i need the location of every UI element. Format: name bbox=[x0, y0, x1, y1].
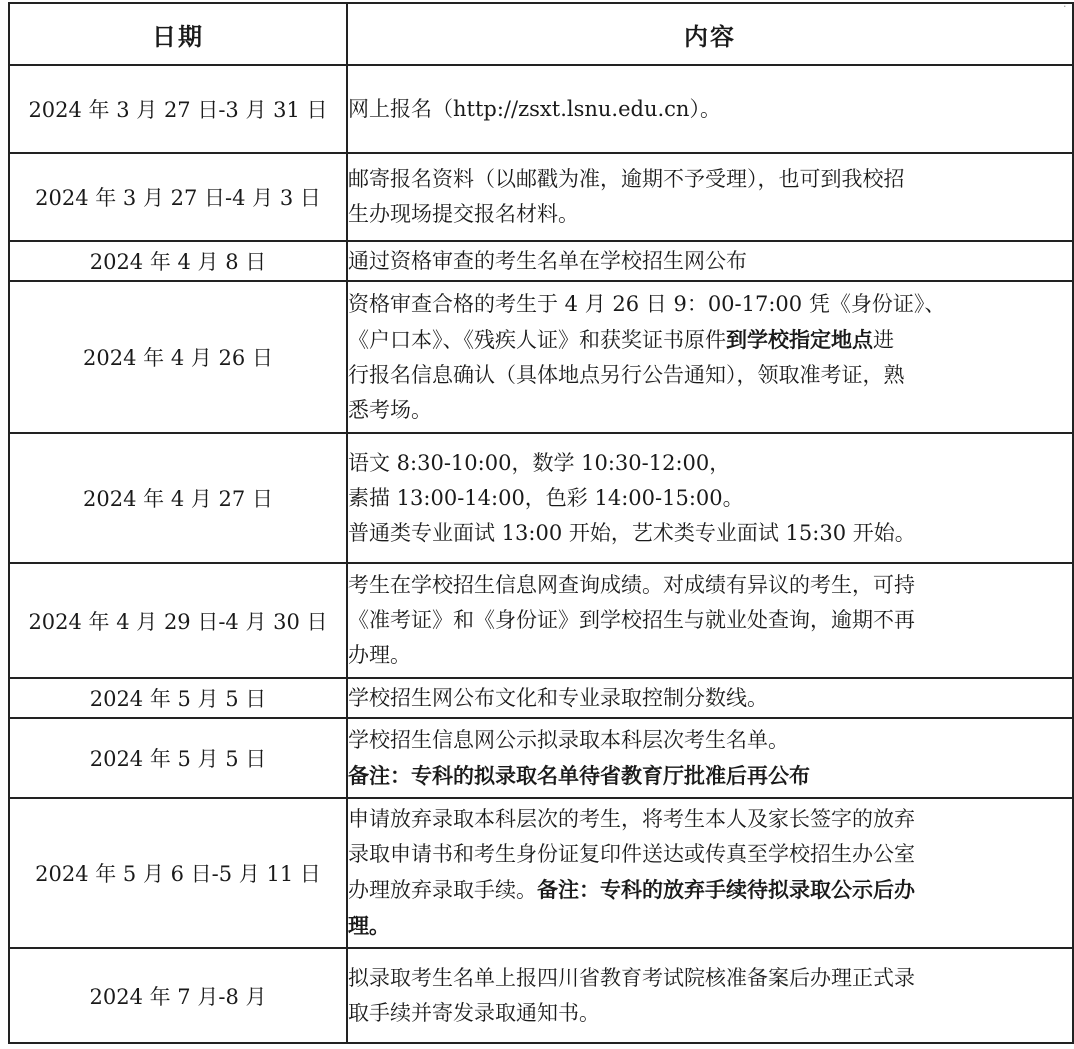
content-line bbox=[348, 481, 1072, 516]
content-cell bbox=[347, 281, 1073, 433]
content-cell bbox=[347, 433, 1073, 563]
date-cell: 2024 年 4 月 27 日 bbox=[9, 433, 347, 563]
content-text: 拟录取考生名单上报四川省教育考试院核准备案后办理正式录 bbox=[348, 965, 915, 990]
content-cell bbox=[347, 153, 1073, 241]
content-text: 《准考证》和《身份证》到学校招生与就业处查询，逾期不再 bbox=[348, 608, 915, 632]
content-text: 网上报名（http://zsxt.lsnu.edu.cn）。 bbox=[348, 96, 721, 121]
table-row bbox=[9, 563, 1073, 678]
content-cell bbox=[347, 948, 1073, 1043]
content-line bbox=[348, 638, 1072, 673]
content-line bbox=[348, 837, 1072, 872]
content-line bbox=[348, 908, 1072, 944]
content-text: 取手续并寄发录取通知书。 bbox=[348, 1000, 600, 1025]
content-text: 录取申请书和考生身份证复印件送达或传真至学校招生办公室 bbox=[348, 842, 915, 866]
content-line bbox=[348, 872, 1072, 908]
date-cell: 2024 年 5 月 6 日-5 月 11 日 bbox=[9, 798, 347, 948]
content-line bbox=[348, 358, 1072, 393]
date-cell: 2024 年 5 月 5 日 bbox=[9, 718, 347, 798]
content-cell bbox=[347, 241, 1073, 281]
content-line bbox=[348, 393, 1072, 428]
content-cell bbox=[347, 678, 1073, 718]
content-line bbox=[348, 723, 1072, 758]
content-text: 申请放弃录取本科层次的考生，将考生本人及家长签字的放弃 bbox=[348, 807, 915, 831]
table-header-row bbox=[9, 3, 1073, 65]
table-row bbox=[9, 798, 1073, 948]
content-text: 办理。 bbox=[348, 643, 411, 667]
corner-mark: · bbox=[1063, 0, 1067, 13]
table-row bbox=[9, 678, 1073, 718]
table-row bbox=[9, 718, 1073, 798]
date-cell: 2024 年 4 月 8 日 bbox=[9, 241, 347, 281]
content-text: 学校招生网公布文化和专业录取控制分数线。 bbox=[348, 685, 768, 710]
content-line bbox=[348, 162, 1072, 197]
content-text: 行报名信息确认（具体地点另行公告通知），领取准考证，熟 bbox=[348, 362, 905, 387]
table-row bbox=[9, 281, 1073, 433]
content-text: 办理放弃录取手续。 bbox=[348, 878, 537, 902]
content-line bbox=[348, 446, 1072, 481]
content-line bbox=[348, 961, 1072, 996]
date-cell: 2024 年 3 月 27 日-4 月 3 日 bbox=[9, 153, 347, 241]
content-text: 普通类专业面试 13:00 开始，艺术类专业面试 15:30 开始。 bbox=[348, 520, 916, 545]
content-text: 学校招生信息网公示拟录取本科层次考生名单。 bbox=[348, 727, 789, 752]
content-line bbox=[348, 603, 1072, 638]
content-text: 通过资格审查的考生名单在学校招生网公布 bbox=[348, 248, 747, 273]
content-cell bbox=[347, 718, 1073, 798]
content-text: 进 bbox=[873, 327, 894, 352]
content-text: 资格审查合格的考生于 4 月 26 日 9：00-17:00 凭《身份证》、 bbox=[348, 291, 946, 316]
content-cell bbox=[347, 798, 1073, 948]
content-text: 考生在学校招生信息网查询成绩。对成绩有异议的考生，可持 bbox=[348, 573, 915, 597]
content-cell bbox=[347, 563, 1073, 678]
content-line bbox=[348, 322, 1072, 358]
content-line bbox=[348, 802, 1072, 837]
date-cell: 2024 年 4 月 29 日-4 月 30 日 bbox=[9, 563, 347, 678]
date-cell: 2024 年 3 月 27 日-3 月 31 日 bbox=[9, 65, 347, 153]
bold-note-text: 备注：专科的放弃手续待拟录取公示后办 bbox=[537, 877, 915, 902]
content-line bbox=[348, 996, 1072, 1031]
content-text: 语文 8:30-10:00，数学 10:30-12:00， bbox=[348, 450, 731, 475]
table-row bbox=[9, 241, 1073, 281]
content-line bbox=[348, 197, 1072, 232]
content-cell bbox=[347, 65, 1073, 153]
bold-note-text: 备注：专科的拟录取名单待省教育厅批准后再公布 bbox=[348, 762, 810, 788]
content-line bbox=[348, 287, 1072, 322]
content-text: 生办现场提交报名材料。 bbox=[348, 202, 579, 226]
bold-note-text: 理。 bbox=[348, 913, 390, 938]
content-line bbox=[348, 568, 1072, 603]
content-text: 悉考场。 bbox=[348, 397, 432, 422]
content-text: 邮寄报名资料（以邮戳为准，逾期不予受理），也可到我校招 bbox=[348, 167, 905, 191]
content-line bbox=[348, 681, 1072, 716]
content-line bbox=[348, 244, 1072, 279]
table-row bbox=[9, 153, 1073, 241]
content-line bbox=[348, 758, 1072, 794]
table-row bbox=[9, 433, 1073, 563]
bold-note-text: 到学校指定地点 bbox=[726, 326, 873, 352]
header-content: 内容 bbox=[347, 3, 1073, 65]
date-cell: 2024 年 4 月 26 日 bbox=[9, 281, 347, 433]
date-cell: 2024 年 5 月 5 日 bbox=[9, 678, 347, 718]
content-text: 《户口本》、《残疾人证》和获奖证书原件 bbox=[348, 327, 726, 352]
header-date: 日期 bbox=[9, 3, 347, 65]
date-cell: 2024 年 7 月-8 月 bbox=[9, 948, 347, 1043]
content-line bbox=[348, 516, 1072, 551]
table-row bbox=[9, 948, 1073, 1043]
content-text: 素描 13:00-14:00，色彩 14:00-15:00。 bbox=[348, 485, 744, 510]
admission-schedule-table bbox=[8, 2, 1074, 1044]
table-row bbox=[9, 65, 1073, 153]
content-line bbox=[348, 92, 1072, 127]
